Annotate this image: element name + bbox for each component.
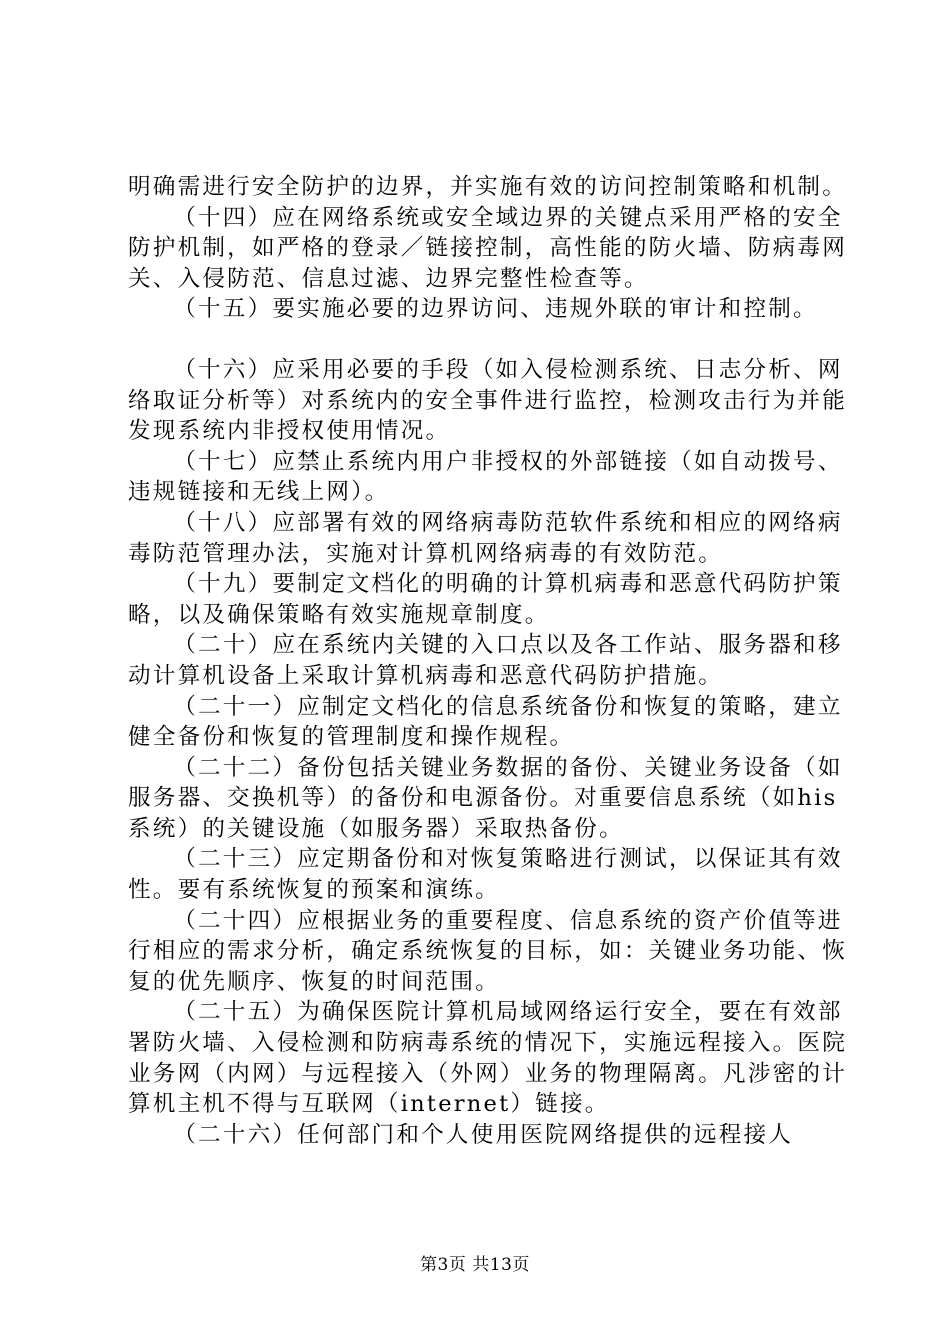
paragraph-16: （十六）应采用必要的手段（如入侵检测系统、日志分析、网络取证分析等）对系统内的安全事件进行监控，检测攻击行为并能发现系统内非授权使用情况。: [128, 356, 848, 445]
page-number-footer: 第3页 共13页: [420, 1255, 530, 1275]
paragraph-22: （二十二）备份包括关键业务数据的备份、关键业务设备（如服务器、交换机等）的备份和电源备份。对重要信息系统（如his系统）的关键设施（如服务器）采取热备份。: [128, 754, 843, 842]
paragraph-17: （十七）应禁止系统内用户非授权的外部链接（如自动拨号、违规链接和无线上网）。: [128, 448, 843, 506]
paragraph-14: （十四）应在网络系统或安全域边界的关键点采用严格的安全防护机制，如严格的登录／链接控制，高性能的防火墙、防病毒网关、入侵防范、信息过滤、边界完整性检查等。: [128, 204, 848, 292]
paragraph-continuation: 明确需进行安全防护的边界，并实施有效的访问控制策略和机制。: [128, 174, 848, 200]
document-body: [128, 172, 848, 1150]
paragraph-18: （十八）应部署有效的网络病毒防范软件系统和相应的网络病毒防范管理办法，实施对计算机网络病毒的有效防范。: [128, 509, 843, 567]
paragraph-25: （二十五）为确保医院计算机局域网络运行安全，要在有效部署防火墙、入侵检测和防病毒系统的情况下，实施远程接入。医院业务网（内网）与远程接入（外网）业务的物理隔离。凡涉密的计算机主机不得与互联网（internet）链接。: [128, 999, 848, 1118]
paragraph-24: （二十四）应根据业务的重要程度、信息系统的资产价值等进行相应的需求分析，确定系统恢复的目标，如：关键业务功能、恢复的优先顺序、恢复的时间范围。: [128, 907, 848, 995]
paragraph-23: （二十三）应定期备份和对恢复策略进行测试，以保证其有效性。要有系统恢复的预案和演练。: [128, 846, 843, 904]
paragraph-26: （二十六）任何部门和个人使用医院网络提供的远程接人: [173, 1121, 794, 1148]
paragraph-20: （二十）应在系统内关键的入口点以及各工作站、服务器和移动计算机设备上采取计算机病毒和恶意代码防护措施。: [128, 632, 843, 689]
paragraph-21: （二十一）应制定文档化的信息系统备份和恢复的策略，建立健全备份和恢复的管理制度和操作规程。: [128, 693, 843, 751]
paragraph-15: （十五）要实施必要的边界访问、违规外联的审计和控制。: [173, 296, 818, 323]
paragraph-19: （十九）要制定文档化的明确的计算机病毒和恶意代码防护策略，以及确保策略有效实施规章制度。: [128, 571, 843, 628]
